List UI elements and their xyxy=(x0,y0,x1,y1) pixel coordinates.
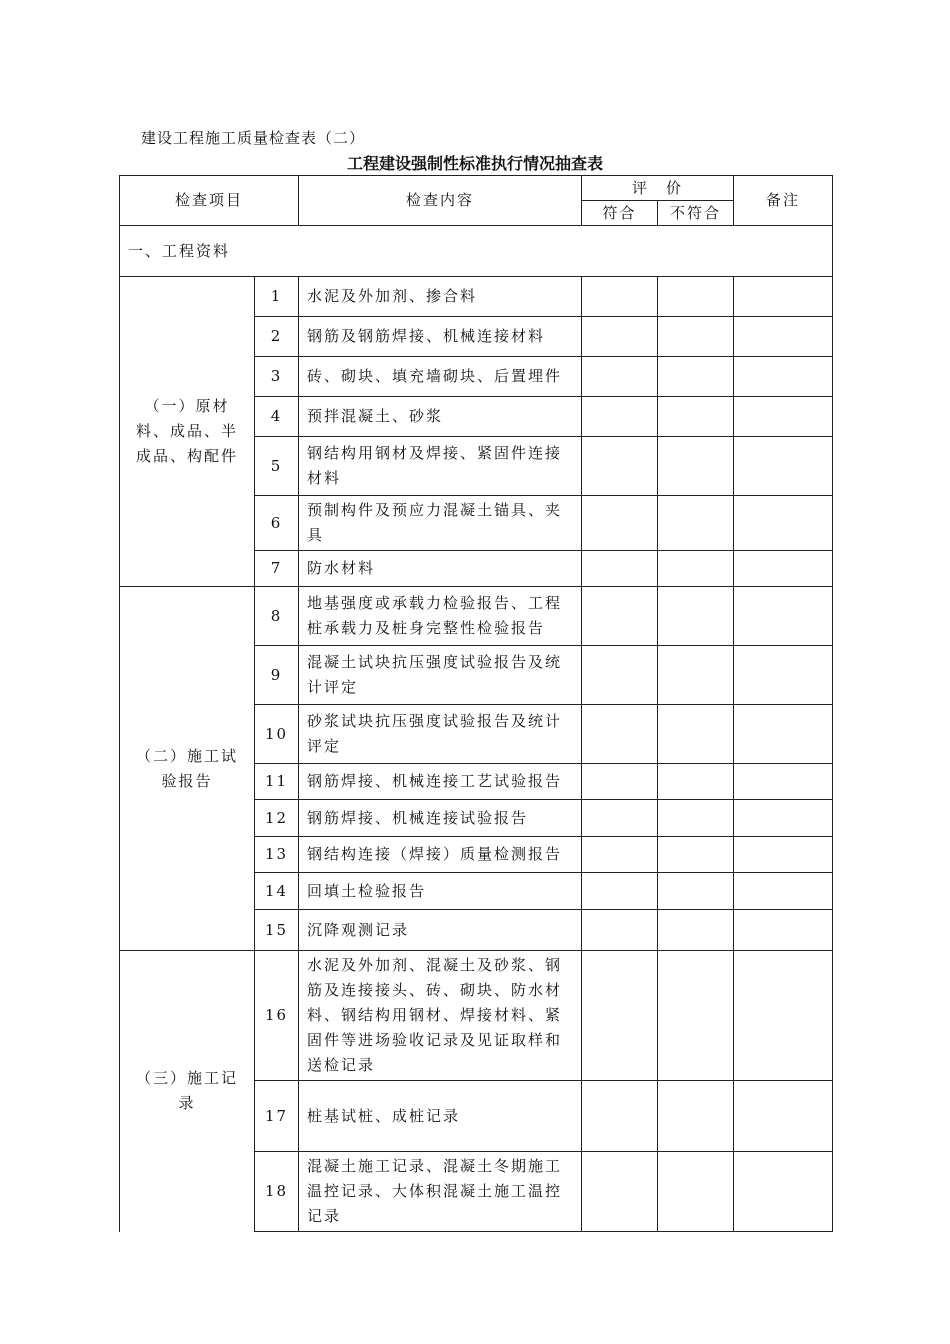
header-nonconform: 不符合 xyxy=(658,201,734,226)
row-content: 砖、砌块、填充墙砌块、后置埋件 xyxy=(299,357,582,397)
row-number: 1 xyxy=(255,277,299,317)
nonconform-cell xyxy=(658,397,734,437)
conform-cell xyxy=(582,910,658,951)
table-row xyxy=(120,277,833,317)
nonconform-cell xyxy=(658,837,734,873)
header-remarks: 备注 xyxy=(734,176,833,226)
group-name: （二）施工试验报告 xyxy=(120,587,255,951)
conform-cell xyxy=(582,764,658,800)
remarks-cell xyxy=(734,951,833,1081)
nonconform-cell xyxy=(658,1152,734,1232)
nonconform-cell xyxy=(658,764,734,800)
nonconform-cell xyxy=(658,496,734,551)
row-number: 3 xyxy=(255,357,299,397)
row-content: 预制构件及预应力混凝土锚具、夹具 xyxy=(299,496,582,551)
document-title: 工程建设强制性标准执行情况抽查表 xyxy=(346,154,603,173)
remarks-cell xyxy=(734,764,833,800)
conform-cell xyxy=(582,551,658,587)
nonconform-cell xyxy=(658,277,734,317)
remarks-cell xyxy=(734,317,833,357)
conform-cell xyxy=(582,873,658,910)
nonconform-cell xyxy=(658,705,734,764)
nonconform-cell xyxy=(658,587,734,646)
row-content: 沉降观测记录 xyxy=(299,910,582,951)
row-number: 4 xyxy=(255,397,299,437)
header-conform: 符合 xyxy=(582,201,658,226)
remarks-cell xyxy=(734,277,833,317)
header-content: 检查内容 xyxy=(299,176,582,226)
nonconform-cell xyxy=(658,800,734,837)
row-content: 水泥及外加剂、混凝土及砂浆、钢筋及连接接头、砖、砌块、防水材料、钢结构用钢材、焊接材料、紧固件等进场验收记录及见证取样和送检记录 xyxy=(299,951,582,1081)
remarks-cell xyxy=(734,587,833,646)
row-content: 预拌混凝土、砂浆 xyxy=(299,397,582,437)
row-content: 钢结构连接（焊接）质量检测报告 xyxy=(299,837,582,873)
nonconform-cell xyxy=(658,357,734,397)
row-content: 地基强度或承载力检验报告、工程桩承载力及桩身完整性检验报告 xyxy=(299,587,582,646)
row-number: 8 xyxy=(255,587,299,646)
remarks-cell xyxy=(734,1152,833,1232)
remarks-cell xyxy=(734,705,833,764)
remarks-cell xyxy=(734,551,833,587)
conform-cell xyxy=(582,951,658,1081)
conform-cell xyxy=(582,1081,658,1152)
section-title: 一、工程资料 xyxy=(120,226,833,277)
row-content: 水泥及外加剂、掺合料 xyxy=(299,277,582,317)
conform-cell xyxy=(582,277,658,317)
row-number: 17 xyxy=(255,1081,299,1152)
remarks-cell xyxy=(734,800,833,837)
row-number: 5 xyxy=(255,437,299,496)
row-content: 钢筋焊接、机械连接工艺试验报告 xyxy=(299,764,582,800)
remarks-cell xyxy=(734,1081,833,1152)
row-content: 回填土检验报告 xyxy=(299,873,582,910)
nonconform-cell xyxy=(658,951,734,1081)
row-content: 钢结构用钢材及焊接、紧固件连接材料 xyxy=(299,437,582,496)
group-name: （三）施工记录 xyxy=(120,951,255,1232)
row-number: 13 xyxy=(255,837,299,873)
nonconform-cell xyxy=(658,1081,734,1152)
row-number: 7 xyxy=(255,551,299,587)
conform-cell xyxy=(582,646,658,705)
header-item: 检查项目 xyxy=(120,176,299,226)
remarks-cell xyxy=(734,496,833,551)
row-number: 11 xyxy=(255,764,299,800)
remarks-cell xyxy=(734,357,833,397)
conform-cell xyxy=(582,587,658,646)
nonconform-cell xyxy=(658,551,734,587)
remarks-cell xyxy=(734,873,833,910)
row-number: 2 xyxy=(255,317,299,357)
conform-cell xyxy=(582,1152,658,1232)
nonconform-cell xyxy=(658,437,734,496)
row-content: 钢筋焊接、机械连接试验报告 xyxy=(299,800,582,837)
row-content: 混凝土试块抗压强度试验报告及统计评定 xyxy=(299,646,582,705)
row-content: 防水材料 xyxy=(299,551,582,587)
row-number: 14 xyxy=(255,873,299,910)
remarks-cell xyxy=(734,397,833,437)
section-row xyxy=(120,226,833,277)
inspection-table xyxy=(119,175,833,1232)
remarks-cell xyxy=(734,837,833,873)
row-number: 6 xyxy=(255,496,299,551)
row-number: 15 xyxy=(255,910,299,951)
document-subtitle: 建设工程施工质量检查表（二） xyxy=(141,129,366,147)
header-evaluation: 评 价 xyxy=(582,176,734,201)
conform-cell xyxy=(582,496,658,551)
row-content: 钢筋及钢筋焊接、机械连接材料 xyxy=(299,317,582,357)
conform-cell xyxy=(582,837,658,873)
nonconform-cell xyxy=(658,646,734,705)
group-name: （一）原材料、成品、半成品、构配件 xyxy=(120,277,255,587)
conform-cell xyxy=(582,357,658,397)
nonconform-cell xyxy=(658,873,734,910)
nonconform-cell xyxy=(658,317,734,357)
row-content: 混凝土施工记录、混凝土冬期施工温控记录、大体积混凝土施工温控记录 xyxy=(299,1152,582,1232)
row-number: 12 xyxy=(255,800,299,837)
remarks-cell xyxy=(734,437,833,496)
remarks-cell xyxy=(734,910,833,951)
row-number: 9 xyxy=(255,646,299,705)
row-number: 10 xyxy=(255,705,299,764)
conform-cell xyxy=(582,705,658,764)
nonconform-cell xyxy=(658,910,734,951)
table-row xyxy=(120,951,833,1081)
conform-cell xyxy=(582,317,658,357)
header-row xyxy=(120,176,833,201)
table-row xyxy=(120,587,833,646)
conform-cell xyxy=(582,437,658,496)
row-content: 砂浆试块抗压强度试验报告及统计评定 xyxy=(299,705,582,764)
row-content: 桩基试桩、成桩记录 xyxy=(299,1081,582,1152)
remarks-cell xyxy=(734,646,833,705)
row-number: 18 xyxy=(255,1152,299,1232)
conform-cell xyxy=(582,397,658,437)
row-number: 16 xyxy=(255,951,299,1081)
conform-cell xyxy=(582,800,658,837)
